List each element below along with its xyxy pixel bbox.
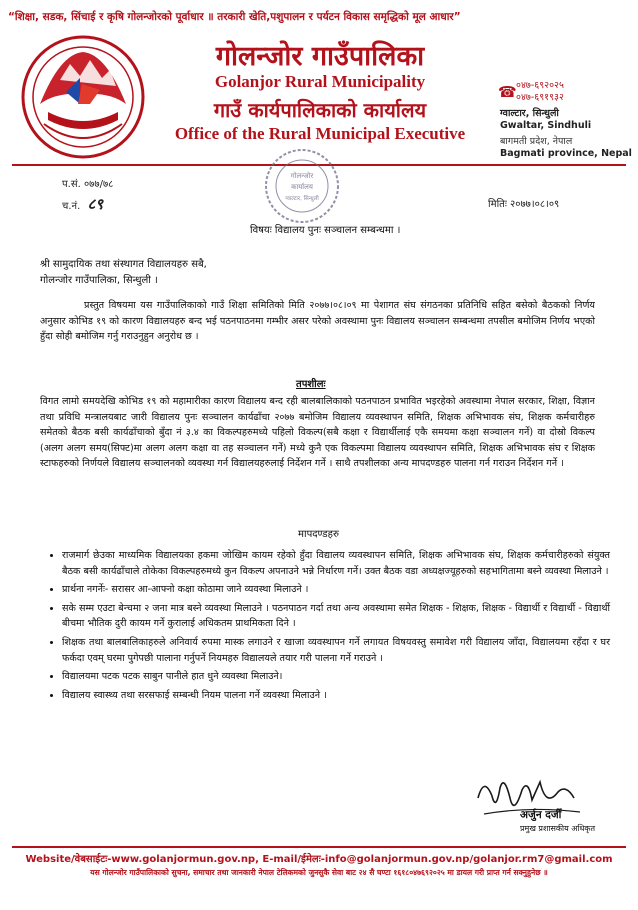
list-item: • विद्यालयमा पटक पटक साबुन पानीले हात धुने व्यवस्था मिलाउने। (62, 669, 610, 685)
address-en: Gwaltar, Sindhuli (500, 120, 592, 131)
municipality-name-en: Golanjor Rural Municipality (214, 72, 426, 91)
reference-number: प.सं. ०७७/७८ (62, 179, 114, 190)
list-item: • राजमार्ग छेउका माध्यमिक विद्यालयका हकमा जोखिम कायम रहेको हुँदा विद्यालय व्यवस्थापन समिति, शिक्षक अभिभावक संघ, शिक्षक कर्मचारीहरुको संयुक्त बैठक बसी कार्यढाँचाले तोकेका विकल्पहरुमध्ये कुन विकल्प अपनाउने भन्ने निर्धारण गर्ने। उक्त बैठक वडा अध्यक्षज्यूहरुको सहभागितामा बस्ने व्यवस्था मिलाउने । (62, 548, 610, 579)
list-item: • प्रार्थना नगर्नेः- सरासर आ-आफ्नो कक्षा कोठामा जाने व्यवस्था मिलाउने । (62, 582, 610, 598)
tapsil-heading: तपशीलः (296, 379, 326, 390)
header-slogan: “शिक्षा, सडक, सिंचाई र कृषि गोलन्जोरको पूर्वाधार ॥ तरकारी खेति,पशुपालन र पर्यटन विकास समृद्धिको मूल आधार” (8, 11, 461, 23)
footer-notice: यस गोलन्जोर गाउँपालिकाको सुचना, समाचार तथा जानकारी नेपाल टेलिकमको जुनसुकै सेवा बाट २४ सै घण्टा १६१८०४७६९२०२५ मा डायल गरी प्राप्त गर्न सक्नुहुनेछ ॥ (90, 868, 548, 877)
office-name-np: गाउँ कार्यपालिकाको कार्यालय (213, 98, 427, 122)
mapdanda-heading: मापदण्डहरु (298, 529, 339, 540)
stamp-line-2: कार्यालय (291, 183, 313, 191)
dispatch-value: ८९ (87, 195, 104, 213)
province-np: बागमती प्रदेश, नेपाल (500, 136, 573, 147)
footer-divider (12, 846, 626, 848)
signatory-name: अर्जुन दर्जी (520, 809, 562, 821)
tapsil-paragraph: विगत लामो समयदेखि कोभिड १९ को महामारीका कारण विद्यालय बन्द रही बालबालिकाको पठनपाठन प्रभावित भइरहेको अवस्थामा नेपाल सरकार, शिक्षा, विज्ञान तथा प्रविधि मन्त्रालयबाट जारी विद्यालय पुनः सञ्चालन कार्यढाँचा २०७७ बमोजिम विद्यालय व्यवस्थापन समिति, शिक्षक अभिभावक संघ, शिक्षक कर्मचारीहरु समेतको बैठक बसी कार्यढाँचाको बुँदा नं ३.४ का विकल्पहरुमध्ये पहिलो विकल्प(सबै कक्षा र विद्यार्थीलाई एकै समयमा कक्षा सञ्चालन गर्ने) वा दोस्रो विकल्प (अलग अलग समय(सिफ्ट)मा अलग अलग कक्षा वा तह सञ्चालन गर्ने) मध्ये कुनै एक विकल्पमा विद्यालय व्यवस्थापन समिति, शिक्षक अभिभावक संघ र शिक्षक स्टाफहरुको निर्णयले विद्यालय सञ्चालनको व्यवस्था गर्न विद्यालयहरुलाई निर्देशन गर्ने । साथै तपशीलका अन्य मापदण्डहरु पालना गर्न गराउन निर्देशन गर्ने । (40, 396, 595, 470)
office-name-en: Office of the Rural Municipal Executive (174, 124, 466, 143)
letter-subject: विषयः विद्यालय पुनः सञ्चालन सम्बन्धमा । (250, 225, 401, 236)
recipient-line-1: श्री सामुदायिक तथा संस्थागत विद्यालयहरु सबै, (40, 259, 207, 270)
address-np: ग्वाल्टार, सिन्धुली (500, 108, 559, 119)
intro-paragraph: प्रस्तुत विषयमा यस गाउँपालिकाको गाउँ शिक्षा समितिको मिति २०७७।०८।०९ मा पेशागत संघ संगठनका प्रतिनिधि सहित बसेको बैठकको निर्णय अनुसार कोभिड १९ को कारण विद्यालयहरु बन्द भई पठनपाठनमा गम्भीर असर परेको अवस्थामा पुनः विद्यालय सञ्चालन सम्बन्धमा तपसील बमोजिम निर्णय भएको हुँदा सोही बमोजिम गर्नु गराउनुहुन अनुरोध छ । (40, 300, 595, 343)
phone-icon: ☎ (498, 83, 517, 101)
letter-date: मितिः २०७७।०८।०९ (488, 199, 560, 210)
dispatch-label: च.नं. (62, 201, 81, 212)
stamp-line-3: ग्वाल्टार, सिन्धुली (285, 196, 319, 202)
province-en: Bagmati province, Nepal (500, 148, 632, 159)
recipient-line-2: गोलन्जोर गाउँपालिका, सिन्धुली । (40, 275, 158, 286)
list-item: • शिक्षक तथा बालबालिकाहरुले अनिवार्य रुपमा मास्क लगाउने र खाजा व्यवस्थापन गर्ने लगायत विषयवस्तु समावेश गरी विद्यालय जाँदा, विद्यालयमा रहँदा र घर फर्कदा एवम् घरमा पुगेपछी पालाना गर्नुपर्ने नियमहरु विद्यालयले तयार गरी पालना गर्ने गराउने । (62, 635, 610, 666)
municipality-logo (20, 34, 146, 160)
footer-contact: Website/वेबसाईटः-www.golanjormun.gov.np, E-mail/ईमेलः-info@golanjormun.gov.np/golanjor.rm7@gmail.com (25, 854, 613, 865)
phone-1: ०४७-६९२०२५ (516, 80, 564, 91)
list-item: • विद्यालय स्वास्थ्य तथा सरसफाई सम्बन्धी नियम पालना गर्ने व्यवस्था मिलाउने । (62, 688, 610, 704)
criteria-list (40, 548, 610, 706)
phone-numbers (516, 80, 564, 104)
municipality-name-np: गोलन्जोर गाउँपालिका (215, 41, 425, 72)
list-item: • सके सम्म एउटा बेन्चमा २ जना मात्र बस्ने व्यवस्था मिलाउने । पठनपाठन गर्दा तथा अन्य अवस्थामा समेत शिक्षक - शिक्षक, शिक्षक - विद्यार्थी र विद्यार्थी - विद्यार्थी बीचमा भौतिक दुरी कायम गर्ने कुरालाई अधिकतम प्राथमिकता दिने । (62, 601, 610, 632)
phone-2: ०४७-६९१९३२ (516, 92, 564, 103)
signatory-title: प्रमुख प्रशासकीय अधिकृत (520, 824, 596, 833)
stamp-line-1: गोलन्जोर (290, 172, 314, 180)
dispatch-number (62, 194, 103, 214)
office-stamp (262, 146, 342, 226)
